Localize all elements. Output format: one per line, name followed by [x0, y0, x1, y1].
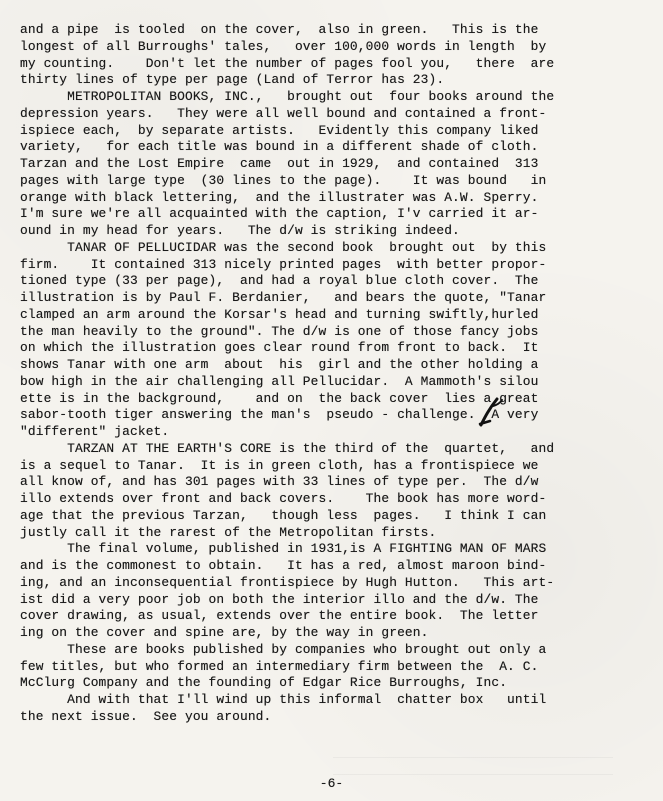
text-line: The final volume, published in 1931,is A FIGHTING MAN OF MARS: [20, 541, 547, 557]
text-line: age that the previous Tarzan, though less pages. I think I can: [20, 507, 547, 523]
text-line: all know of, and has 301 pages with 33 lines of type per. The d/w: [20, 474, 539, 490]
text-line: justly call it the rarest of the Metropolitan firsts.: [20, 524, 437, 540]
text-line: "different" jacket.: [20, 424, 170, 439]
text-line: METROPOLITAN BOOKS, INC., brought out four books around the: [20, 89, 555, 104]
text-line: is a sequel to Tanar. It is in green cloth, has a frontispiece we: [20, 457, 539, 473]
text-line: shows Tanar with one arm about his girl and the other holding a: [20, 357, 539, 372]
text-line: longest of all Burroughs' tales, over 100,000 words in length by: [20, 38, 547, 54]
text-line: variety, for each title was bound in a different shade of cloth.: [20, 139, 539, 155]
text-line: illo extends over front and back covers. The book has more word-: [20, 491, 547, 506]
text-line: cover drawing, as usual, extends over the entire book. The letter: [20, 608, 539, 624]
text-line: And with that I'll wind up this informal chatter box until: [20, 692, 547, 707]
handwritten-correction-mark: [473, 393, 505, 435]
text-line: few titles, but who formed an intermediary firm between the A. C.: [20, 658, 539, 674]
text-line: ette is in the background, and on the back cover lies a great: [20, 390, 539, 406]
text-line: illustration is by Paul F. Berdanier, and bears the quote, "Tanar: [20, 290, 547, 305]
text-line: Tarzan and the Lost Empire came out in 1929, and contained 313: [20, 156, 539, 171]
text-line: clamped an arm around the Korsar's head and turning swiftly,hurled: [20, 306, 539, 322]
text-line: my counting. Don't let the number of pages fool you, there are: [20, 55, 555, 71]
text-line: ing, and an inconsequential frontispiece by Hugh Hutton. This art-: [20, 574, 555, 590]
text-line: TARZAN AT THE EARTH'S CORE is the third of the quartet, and: [20, 440, 555, 456]
text-line: and a pipe is tooled on the cover, also in green. This is the: [20, 22, 539, 37]
text-line: ispiece each, by separate artists. Evidently this company liked: [20, 122, 539, 138]
text-line: orange with black lettering, and the illustrater was A.W. Sperry.: [20, 189, 539, 205]
page-number: -6-: [319, 776, 344, 791]
article-text: [20, 22, 640, 726]
text-line: pages with large type (30 lines to the page). It was bound in: [20, 172, 547, 188]
text-line: on which the illustration goes clear round from front to back. It: [20, 340, 539, 356]
text-line: TANAR OF PELLUCIDAR was the second book brought out by this: [20, 239, 547, 255]
text-line: I'm sure we're all acquainted with the caption, I'v carried it ar-: [20, 206, 539, 222]
text-line: the next issue. See you around.: [20, 708, 272, 724]
text-line: These are books published by companies who brought out only a: [20, 641, 547, 657]
text-line: and is the commonest to obtain. It has a red, almost maroon bind-: [20, 558, 547, 573]
text-line: tioned type (33 per page), and had a royal blue cloth cover. The: [20, 273, 539, 289]
text-line: the man heavily to the ground". The d/w is one of those fancy jobs: [20, 323, 539, 339]
text-line: depression years. They were all well bound and contained a front-: [20, 105, 547, 121]
text-line: ound in my head for years. The d/w is striking indeed.: [20, 223, 460, 238]
text-line: thirty lines of type per page (Land of Terror has 23).: [20, 72, 445, 88]
text-line: ist did a very poor job on both the interior illo and the d/w. The: [20, 591, 539, 607]
text-line: sabor-tooth tiger answering the man's pseudo - challenge. A very: [20, 407, 539, 423]
text-line: ing on the cover and spine are, by the way in green.: [20, 625, 429, 640]
text-line: firm. It contained 313 nicely printed pages with better propor-: [20, 256, 547, 272]
text-line: bow high in the air challenging all Pellucidar. A Mammoth's silou: [20, 373, 539, 389]
text-line: McClurg Company and the founding of Edgar Rice Burroughs, Inc.: [20, 675, 508, 691]
